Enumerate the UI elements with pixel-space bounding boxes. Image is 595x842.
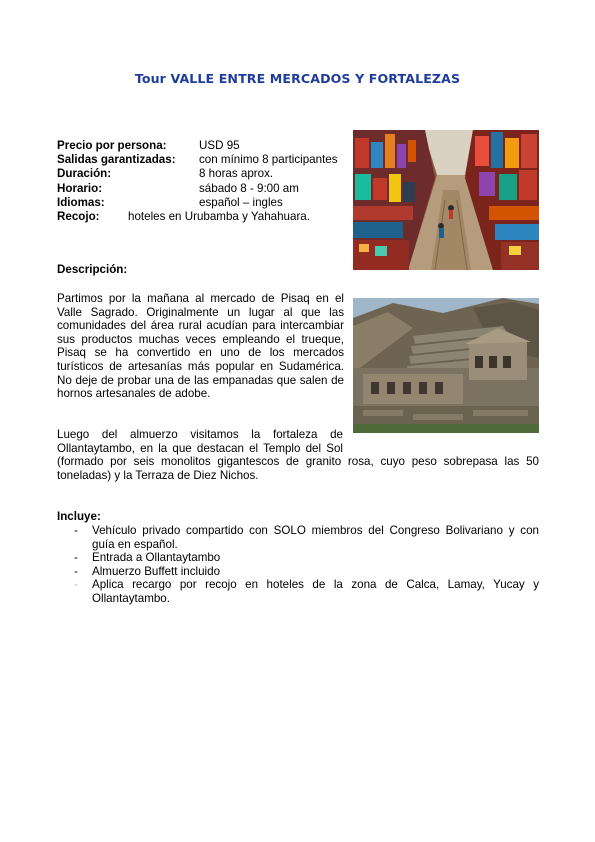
info-value: USD 95 — [199, 139, 240, 152]
list-item — [72, 578, 539, 605]
market-photo — [353, 130, 539, 270]
info-value: hoteles en Urubamba y Yahahuara. — [128, 209, 310, 223]
tour-title: Tour VALLE ENTRE MERCADOS Y FORTALEZAS — [134, 71, 461, 86]
description-heading: Descripción: — [57, 263, 128, 276]
list-bullet: - — [74, 564, 78, 578]
list-item — [72, 524, 539, 551]
list-bullet: - — [74, 578, 78, 591]
list-item — [72, 551, 539, 565]
info-label: Recojo: — [57, 209, 100, 223]
info-label: Precio por persona: — [57, 139, 167, 152]
info-label: Duración: — [57, 167, 112, 181]
list-item-text: Aplica recargo por recojo en hoteles de la zona de Calca, Lamay, Yucay y Ollantaytambo. — [92, 578, 539, 605]
fortress-photo — [353, 298, 539, 433]
info-label: Horario: — [57, 181, 103, 195]
info-label: Idiomas: — [57, 195, 105, 209]
list-item-text: Almuerzo Buffett incluido — [92, 564, 221, 578]
image-wrap-spacer — [343, 428, 539, 442]
includes-heading: Incluye: — [57, 510, 101, 523]
info-value: 8 horas aprox. — [199, 167, 274, 181]
info-value: español – ingles — [199, 195, 283, 209]
info-value: con mínimo 8 participantes — [199, 153, 338, 167]
list-item — [72, 565, 539, 579]
info-value: sábado 8 - 9:00 am — [199, 181, 299, 195]
description-paragraph-2: Luego del almuerzo visitamos la fortaleza de Ollantaytambo, en la que destacan el Templo del Sol (formado por seis monolitos gigantescos de granito rosa, cuyo peso sobrepasa las 50 toneladas) y la Terraza de Diez Nichos. — [57, 428, 539, 482]
list-item-text: Vehículo privado compartido con SOLO miembros del Congreso Bolivariano y con guía en español. — [92, 524, 539, 551]
list-bullet: - — [74, 524, 78, 537]
list-bullet: - — [74, 551, 78, 564]
info-label: Salidas garantizadas: — [57, 153, 176, 167]
list-item-text: Entrada a Ollantaytambo — [92, 551, 221, 564]
description-paragraph-1: Partimos por la mañana al mercado de Pisaq en el Valle Sagrado. Originalmente un lugar al que las comunidades del área rural acudían para intercambiar sus productos muchas veces empleando el trueque, Pisaq se ha convertido en uno de los mercados turísticos de artesanías más popular en Sudamérica. No deje de probar una de las empanadas que salen de hornos artesanales de adobe. — [57, 292, 344, 401]
includes-list — [72, 524, 539, 605]
